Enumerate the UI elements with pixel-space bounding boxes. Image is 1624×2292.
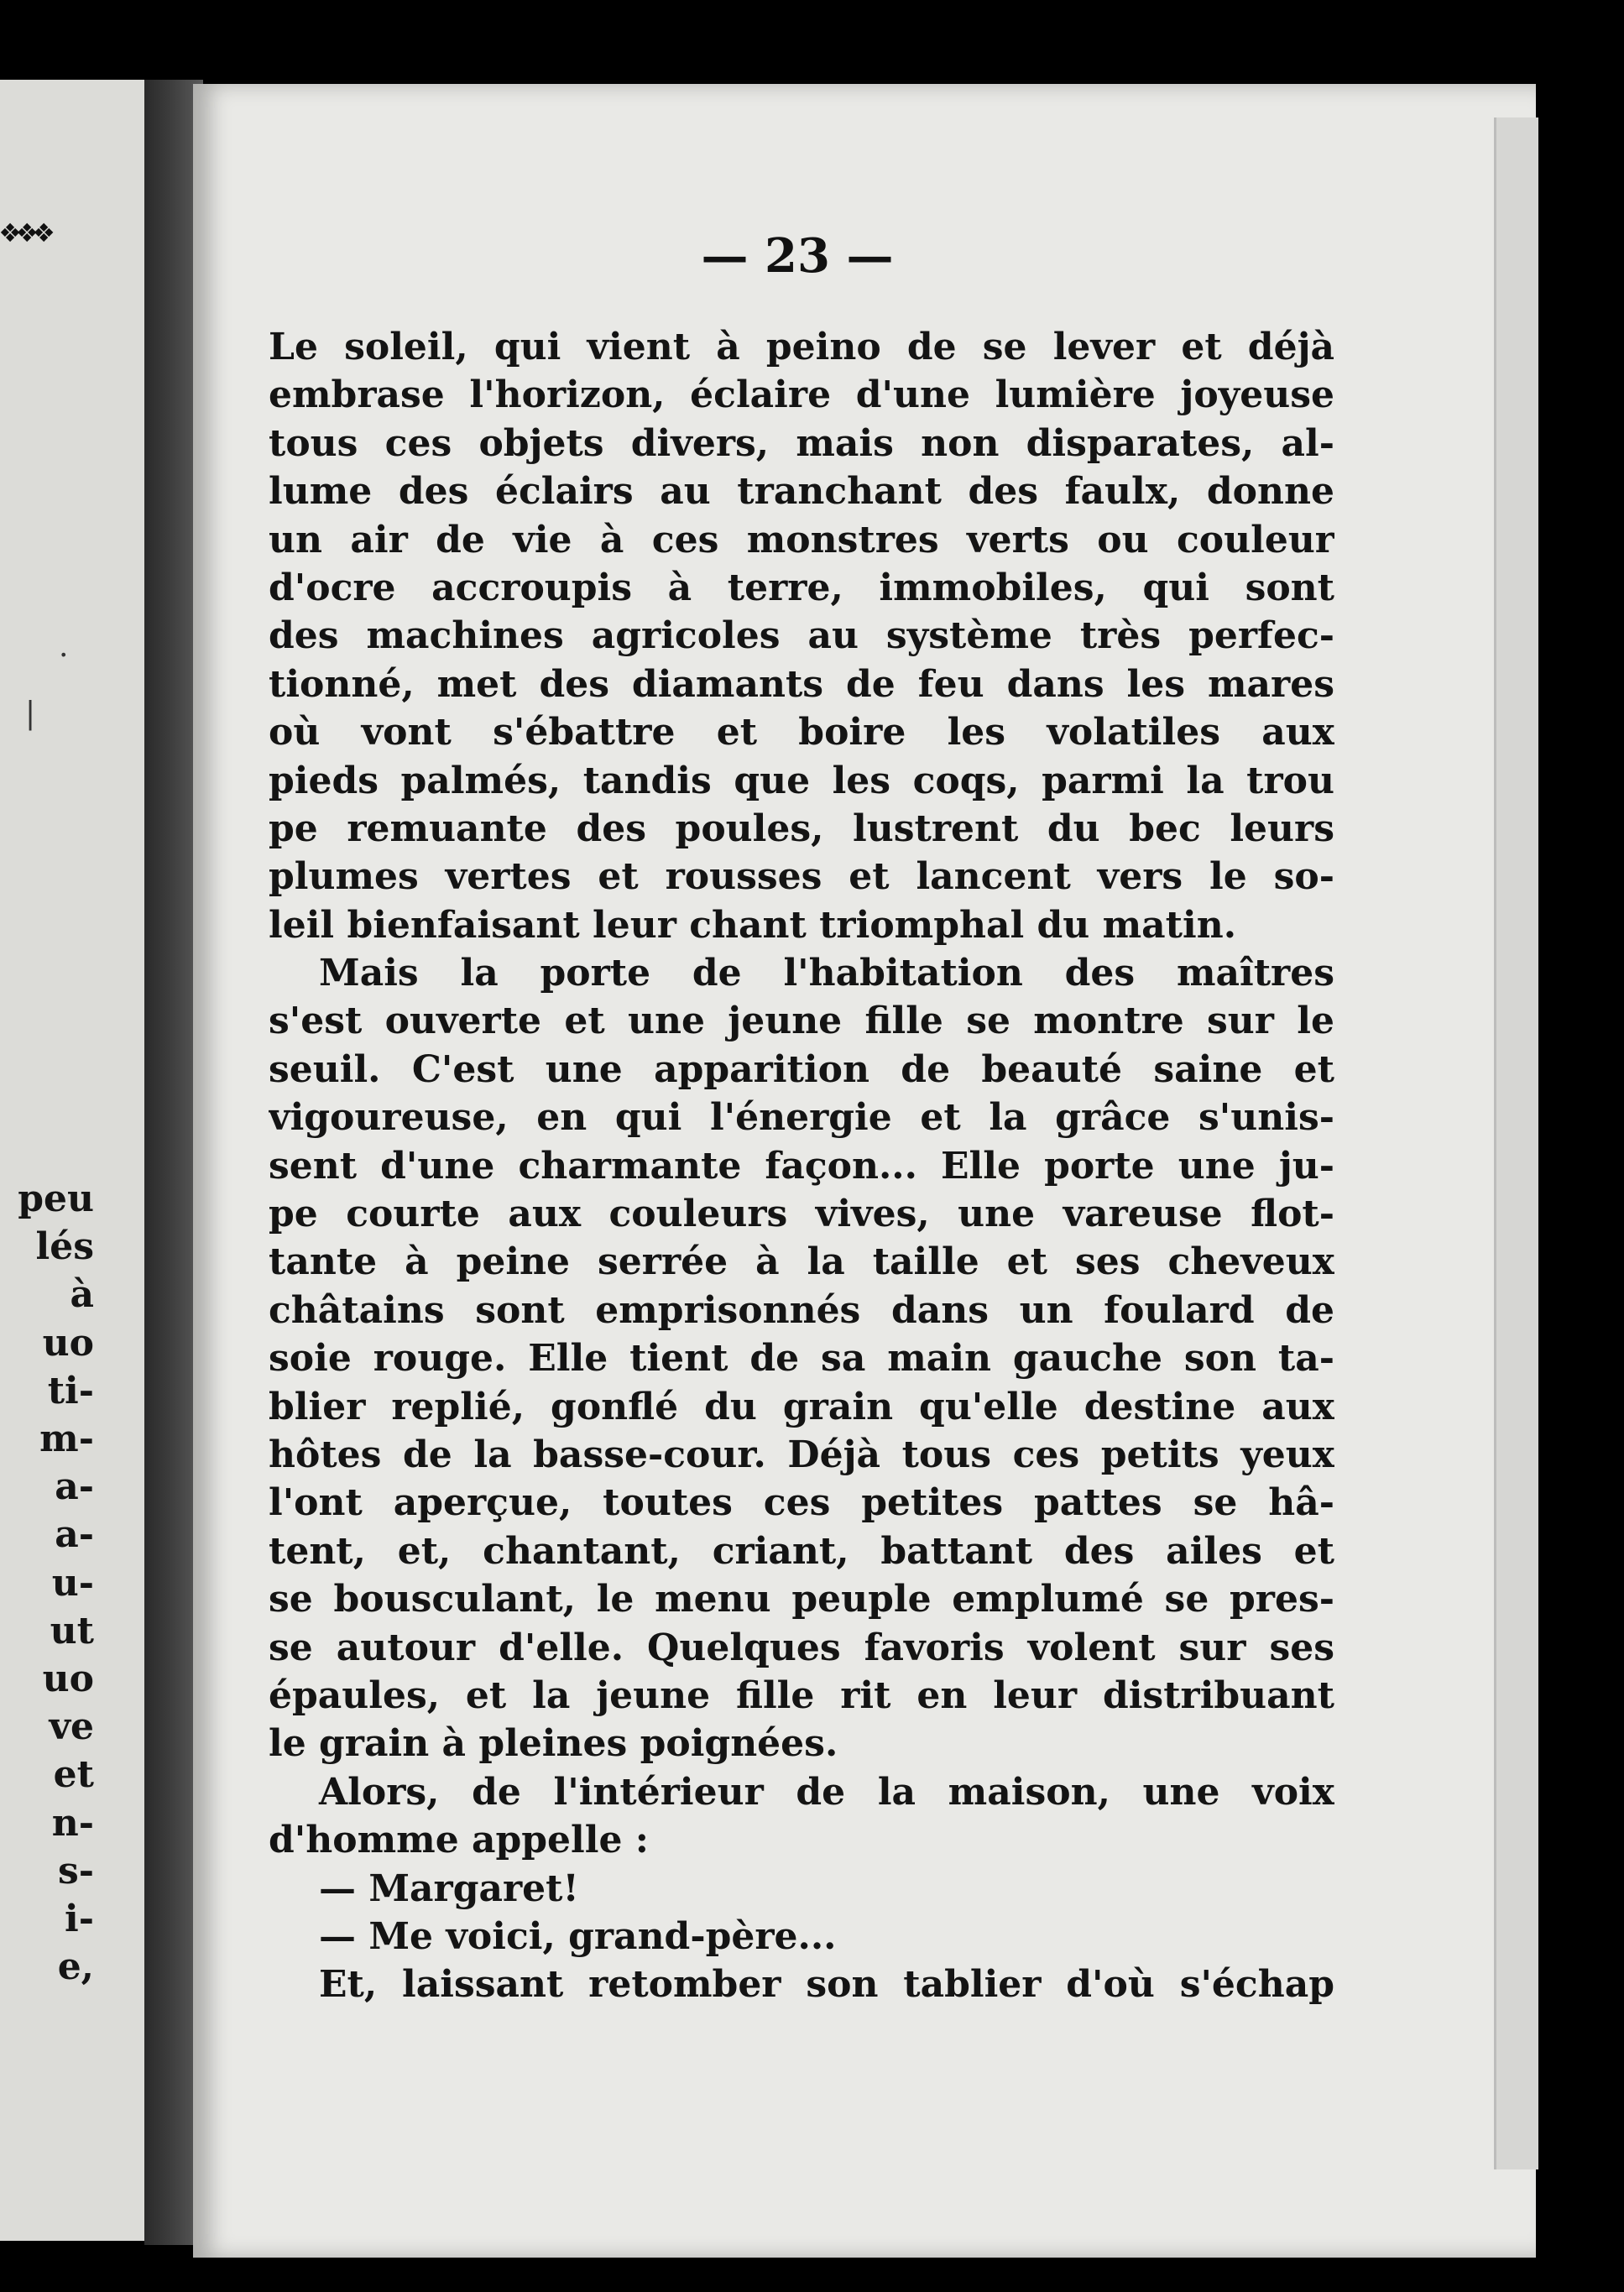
text-line: pe courte aux couleurs vives, une vareuse flot-	[269, 1193, 1334, 1236]
text-line: tous ces objets divers, mais non disparates, al-	[269, 421, 1334, 465]
text-line: d'ocre accroupis à terre, immobiles, qui sont	[269, 566, 1334, 609]
text-line: épaules, et la jeune fille rit en leur distribuant	[269, 1673, 1334, 1717]
text-line: pe remuante des poules, lustrent du bec leurs	[269, 807, 1334, 850]
text-line: seuil. C'est une apparition de beauté saine et	[269, 1047, 1334, 1091]
previous-page-line: et	[53, 1753, 94, 1797]
text-line: blier replié, gonflé du grain qu'elle destine aux	[269, 1385, 1334, 1428]
text-line: soie rouge. Elle tient de sa main gauche son ta-	[269, 1337, 1334, 1381]
text-line: tante à peine serrée à la taille et ses cheveux	[269, 1240, 1334, 1284]
text-line: Le soleil, qui vient à peino de se lever et déjà	[269, 326, 1334, 368]
text-line: s'est ouverte et une jeune fille se montre sur le	[269, 1000, 1334, 1043]
text-line: sent d'une charmante façon... Elle porte une ju-	[269, 1144, 1334, 1188]
text-line: pieds palmés, tandis que les coqs, parmi la trou	[269, 759, 1334, 802]
previous-page-text	[0, 1175, 153, 1991]
text-line: se autour d'elle. Quelques favoris volent sur ses	[269, 1626, 1334, 1669]
text-line: Mais la porte de l'habitation des maîtres	[319, 952, 1334, 995]
previous-page-line: n-	[51, 1801, 94, 1845]
previous-page-line: ti-	[47, 1369, 94, 1412]
text-line: Et, laissant retomber son tablier d'où s'échap	[319, 1963, 1334, 2007]
text-line: l'ont aperçue, toutes ces petites pattes se hâ-	[269, 1481, 1334, 1525]
text-line: d'homme appelle :	[269, 1819, 650, 1862]
text-line: vigoureuse, en qui l'énergie et la grâce s'unis-	[269, 1096, 1334, 1140]
text-line: hôtes de la basse-cour. Déjà tous ces petits yeux	[269, 1433, 1334, 1476]
text-line: se bousculant, le menu peuple emplumé se pres-	[269, 1578, 1334, 1621]
text-line: tionné, met des diamants de feu dans les mares	[269, 662, 1334, 706]
text-line: leil bienfaisant leur chant triomphal du matin.	[269, 903, 1237, 947]
previous-page-line: u-	[51, 1561, 94, 1605]
previous-page-line: uo	[42, 1658, 94, 1701]
previous-page-line: s-	[57, 1849, 94, 1893]
previous-page-line: ve	[49, 1705, 94, 1749]
previous-page-fragment	[0, 80, 153, 2241]
text-line: des machines agricoles au système très perfec-	[269, 614, 1334, 658]
text-line: plumes vertes et rousses et lancent vers le so-	[269, 855, 1334, 899]
text-line: le grain à pleines poignées.	[269, 1722, 838, 1766]
dialogue-line: — Me voici, grand-père...	[319, 1914, 837, 1958]
dialogue-line: — Margaret!	[319, 1866, 579, 1910]
text-line: Alors, de l'intérieur de la maison, une voix	[319, 1770, 1334, 1814]
previous-page-line: uo	[42, 1321, 94, 1365]
margin-mark: .	[59, 629, 69, 664]
text-line: où vont s'ébattre et boire les volatiles aux	[269, 711, 1334, 754]
previous-page-line: a-	[55, 1513, 94, 1557]
margin-mark: |	[25, 697, 36, 731]
previous-page-line: à	[70, 1273, 94, 1317]
previous-page-line: ut	[50, 1609, 94, 1652]
previous-page-line: a-	[55, 1465, 94, 1509]
previous-page-line: e,	[57, 1945, 94, 1989]
text-line: un air de vie à ces monstres verts ou couleur	[269, 518, 1334, 561]
ornament: ❖❖❖	[0, 211, 51, 250]
page-body	[269, 323, 1334, 2009]
previous-page-line: m-	[39, 1417, 94, 1461]
previous-page-line: peu	[18, 1177, 94, 1220]
text-line: embrase l'horizon, éclaire d'une lumière joyeuse	[269, 373, 1334, 417]
text-line: châtains sont emprisonnés dans un foulard de	[269, 1288, 1334, 1332]
previous-page-line: lés	[35, 1225, 94, 1269]
page-edge	[1494, 117, 1538, 2169]
previous-page-line: i-	[65, 1898, 94, 1941]
text-line: lume des éclairs au tranchant des faulx, donne	[269, 470, 1334, 514]
text-line: tent, et, chantant, criant, battant des ailes et	[269, 1529, 1334, 1573]
page-number: — 23 —	[701, 228, 894, 284]
